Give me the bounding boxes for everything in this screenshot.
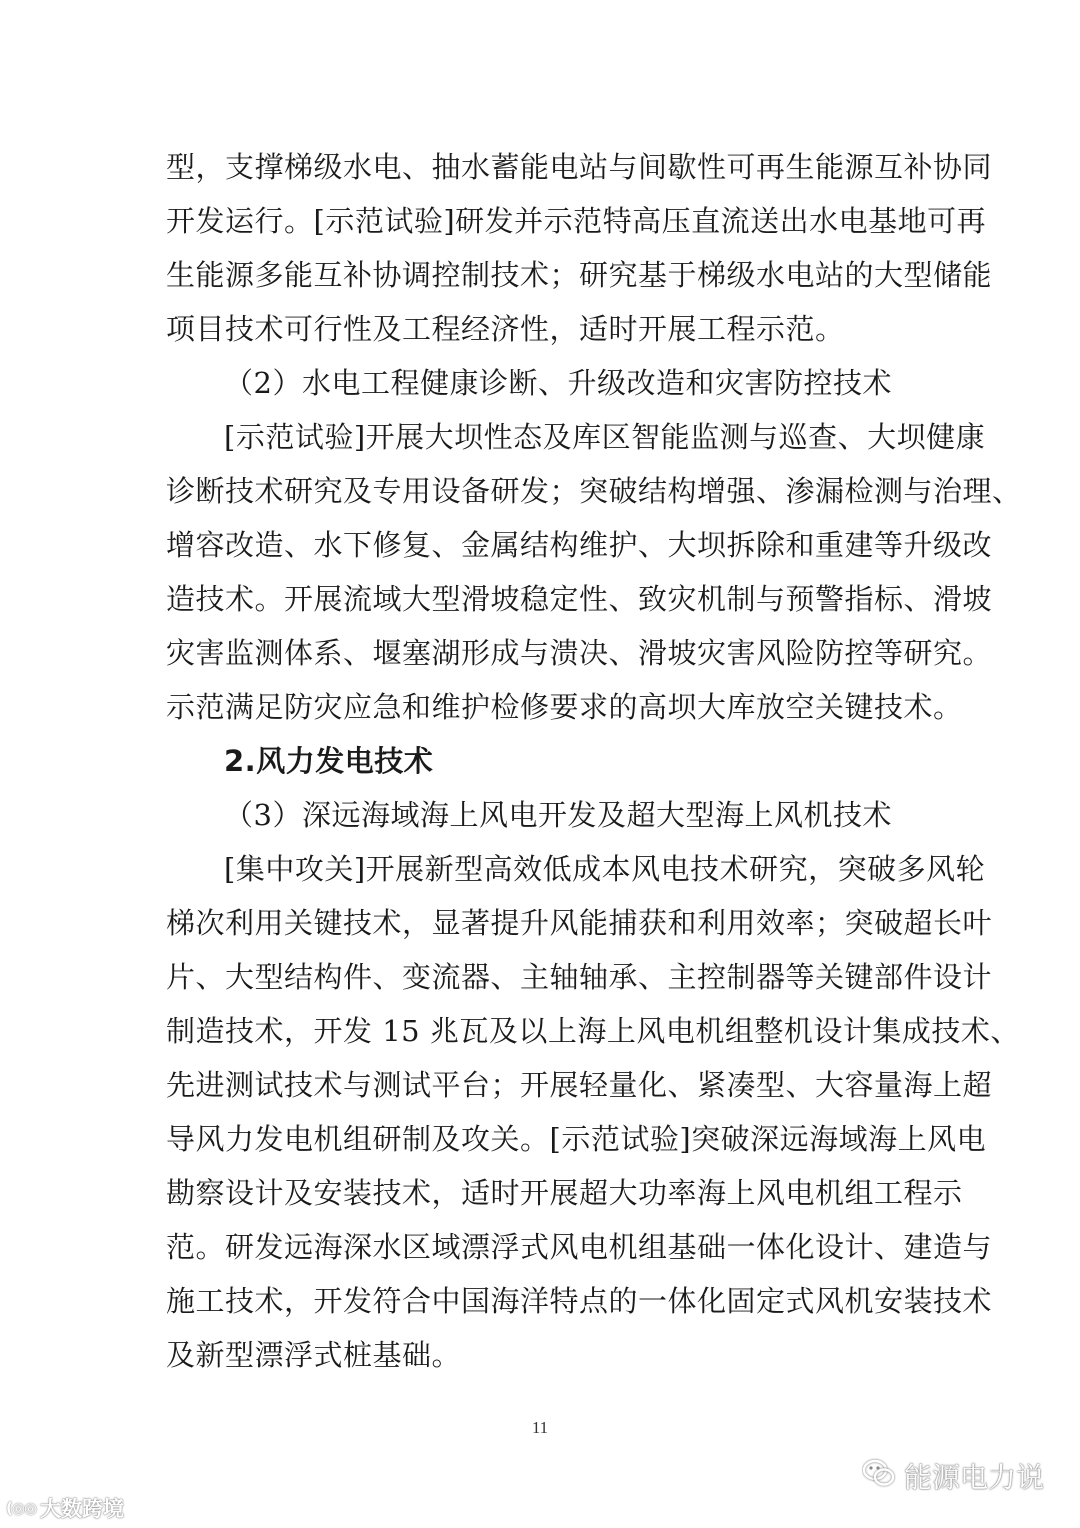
body-line: 范。研发远海深水区域漂浮式风电机组基础一体化设计、建造与: [166, 1230, 993, 1264]
body-line: 灾害监测体系、堰塞湖形成与溃决、滑坡灾害风险防控等研究。: [166, 636, 993, 670]
body-line: [示范试验]开展大坝性态及库区智能监测与巡查、大坝健康: [224, 420, 986, 454]
watermark-site: [6, 1494, 124, 1522]
subsection-heading: （3）深远海域海上风电开发及超大型海上风机技术: [224, 798, 892, 832]
body-line: 梯次利用关键技术，显著提升风能捕获和利用效率；突破超长叶: [166, 906, 993, 940]
body-line: 增容改造、水下修复、金属结构维护、大坝拆除和重建等升级改: [166, 528, 993, 562]
wechat-icon: [862, 1458, 896, 1495]
body-line: 示范满足防灾应急和维护检修要求的高坝大库放空关键技术。: [166, 690, 963, 724]
watermark-account: [862, 1456, 1044, 1496]
body-line: 施工技术，开发符合中国海洋特点的一体化固定式风机安装技术: [166, 1284, 993, 1318]
body-line: 片、大型结构件、变流器、主轴轴承、主控制器等关键部件设计: [166, 960, 993, 994]
body-line: 造技术。开展流域大型滑坡稳定性、致灾机制与预警指标、滑坡: [166, 582, 993, 616]
body-line: [集中攻关]开展新型高效低成本风电技术研究，突破多风轮: [224, 852, 986, 886]
body-line: 及新型漂浮式桩基础。: [166, 1338, 462, 1372]
watermark-account-name: 能源电力说: [903, 1461, 1044, 1494]
body-line: 诊断技术研究及专用设备研发；突破结构增强、渗漏检测与治理、: [166, 474, 1022, 508]
body-line: 导风力发电机组研制及攻关。[示范试验]突破深远海域海上风电: [166, 1122, 987, 1156]
body-line: 先进测试技术与测试平台；开展轻量化、紧凑型、大容量海上超: [166, 1068, 993, 1102]
watermark-site-name: 大数跨境: [40, 1497, 125, 1521]
body-line: 勘察设计及安装技术，适时开展超大功率海上风电机组工程示: [166, 1176, 963, 1210]
body-line: 型，支撑梯级水电、抽水蓄能电站与间歇性可再生能源互补协同: [166, 150, 993, 184]
subsection-heading: （2）水电工程健康诊断、升级改造和灾害防控技术: [224, 366, 892, 400]
body-line: 开发运行。[示范试验]研发并示范特高压直流送出水电基地可再: [166, 204, 987, 238]
body-line: 生能源多能互补协调控制技术；研究基于梯级水电站的大型储能: [166, 258, 993, 292]
body-line: 制造技术，开发 15 兆瓦及以上海上风电机组整机设计集成技术、: [166, 1014, 1020, 1048]
watermark-logo: (◎◎: [6, 1499, 37, 1517]
section-heading: 2.风力发电技术: [224, 744, 434, 778]
body-line: 项目技术可行性及工程经济性，适时开展工程示范。: [166, 312, 845, 346]
page-number: 11: [531, 1418, 549, 1437]
